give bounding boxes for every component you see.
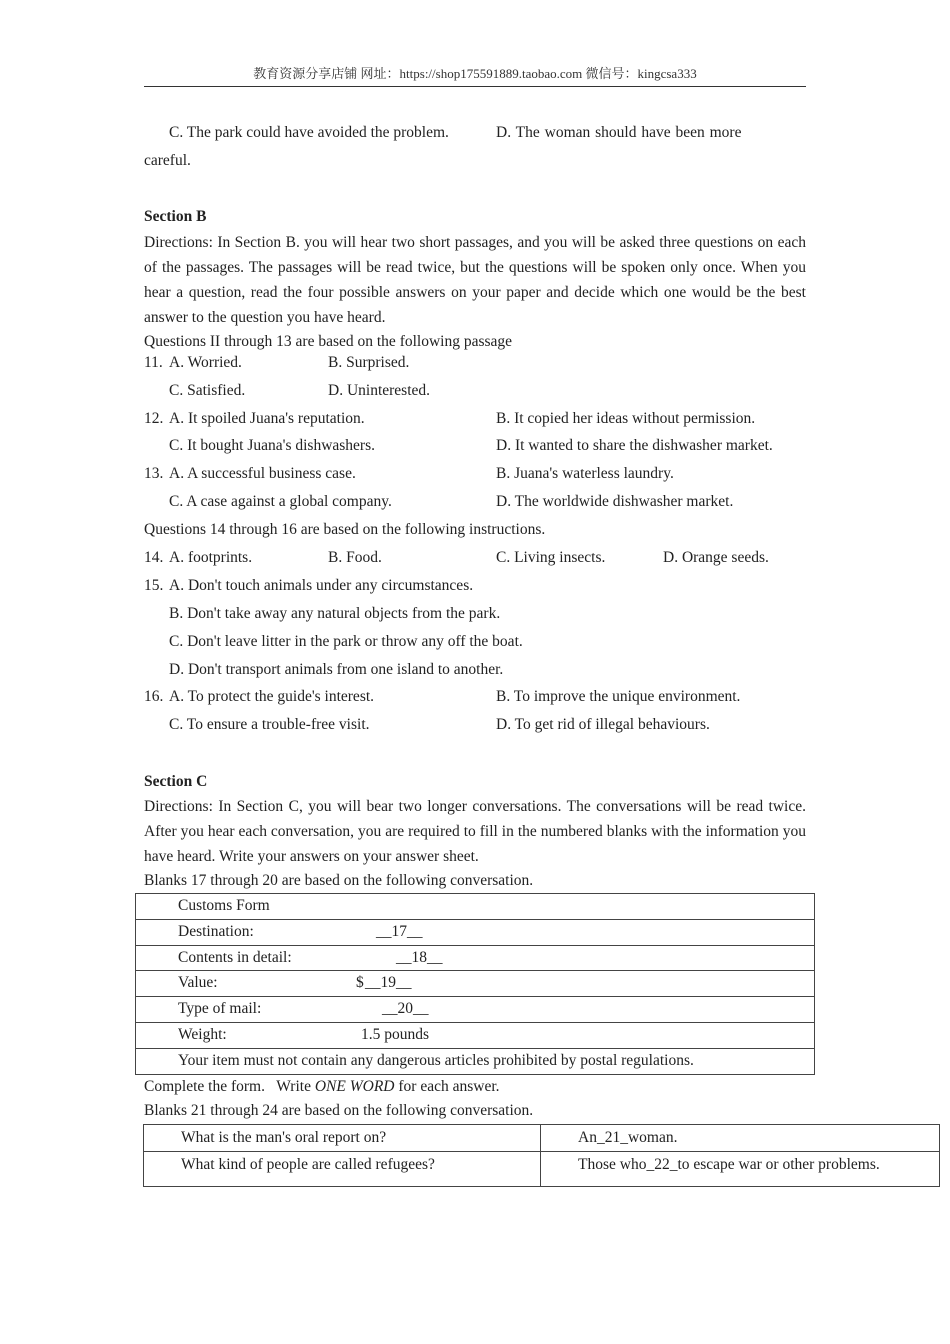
form-notice: Your item must not contain any dangerous articles prohibited by postal regulations. <box>178 1051 694 1069</box>
row2-answer-post: to escape war or other problems. <box>677 1156 880 1173</box>
section-c-title: Section C <box>144 773 208 790</box>
weight-value: 1.5 pounds <box>361 1025 430 1043</box>
contents-label: Contents in detail: <box>178 948 292 966</box>
q15-option-b: B. Don't take away any natural objects from the park. <box>169 605 501 622</box>
form-title: Customs Form <box>178 897 270 914</box>
section-c-directions: Directions: In Section C, you will bear two longer conversations. The conversations will be read twice. After you hear each conversation, you are required to fill in the numbered blanks with the information you have heard. Write your answers on your answer sheet. <box>144 798 806 865</box>
form-weight-row <box>136 1022 815 1048</box>
q16-option-c: C. To ensure a trouble-free visit. <box>169 716 370 733</box>
conversation-table <box>143 1124 940 1187</box>
complete-instruction-pre: Complete the form. Write <box>144 1078 315 1095</box>
row2-answer-cell <box>541 1152 940 1187</box>
row2-answer <box>578 1156 880 1174</box>
blank-22: _22_ <box>646 1156 678 1173</box>
header-divider <box>144 86 806 87</box>
q14-option-d: D. Orange seeds. <box>663 549 769 566</box>
q14-option-a: A. footprints. <box>169 549 253 566</box>
value-prefix: $ <box>356 974 364 992</box>
section-c-intro-1: Blanks 17 through 20 are based on the following conversation. <box>144 872 534 889</box>
blank-21: _21_ <box>596 1129 628 1146</box>
row2-question: What kind of people are called refugees? <box>181 1156 435 1173</box>
section-b-title: Section B <box>144 208 207 225</box>
q12-option-d: D. It wanted to share the dishwasher market. <box>496 437 773 454</box>
q11-option-b: B. Surprised. <box>328 354 410 371</box>
destination-label: Destination: <box>178 922 254 940</box>
q11-option-c: C. Satisfied. <box>169 382 246 399</box>
q13-option-b: B. Juana's waterless laundry. <box>496 465 674 482</box>
form-value-row <box>136 971 815 997</box>
q14-option-b: B. Food. <box>328 549 382 566</box>
prev-option-d-cont: careful. <box>144 152 191 169</box>
blank-17: __17__ <box>376 922 423 940</box>
row2-question-cell <box>144 1152 541 1187</box>
q15-number: 15. <box>144 577 164 594</box>
row1-answer-cell <box>541 1125 940 1152</box>
complete-instruction <box>144 1077 500 1097</box>
q15-option-c: C. Don't leave litter in the park or throw any off the boat. <box>169 633 523 650</box>
q13-number: 13. <box>144 465 164 482</box>
q13-option-a: A. A successful business case. <box>169 465 356 482</box>
customs-form-table <box>135 893 815 1075</box>
prev-option-d: D. The woman should have been more <box>496 124 742 141</box>
q16-option-b: B. To improve the unique environment. <box>496 688 741 705</box>
row1-answer-pre: An <box>578 1129 597 1146</box>
q11-option-d: D. Uninterested. <box>328 382 431 399</box>
section-b-intro-1: Questions II through 13 are based on the following passage <box>144 333 513 350</box>
q12-number: 12. <box>144 410 164 427</box>
form-notice-row <box>136 1048 815 1074</box>
page-header: 教育资源分享店铺 网址：https://shop175591889.taobao.com 微信号：kingcsa333 <box>253 66 697 81</box>
q14-number: 14. <box>144 549 164 566</box>
row1-answer <box>578 1129 677 1147</box>
q14-option-c: C. Living insects. <box>496 549 606 566</box>
q16-option-d: D. To get rid of illegal behaviours. <box>496 716 710 733</box>
form-title-row <box>136 894 815 920</box>
q16-number: 16. <box>144 688 164 705</box>
q16-option-a: A. To protect the guide's interest. <box>169 688 375 705</box>
section-b-intro-2: Questions 14 through 16 are based on the following instructions. <box>144 521 546 538</box>
form-destination-row <box>136 919 815 945</box>
row1-question: What is the man's oral report on? <box>181 1129 387 1146</box>
blank-20: __20__ <box>382 1000 429 1018</box>
weight-label: Weight: <box>178 1025 227 1043</box>
q13-option-d: D. The worldwide dishwasher market. <box>496 493 734 510</box>
q12-option-c: C. It bought Juana's dishwashers. <box>169 437 375 454</box>
q11-option-a: A. Worried. <box>169 354 242 371</box>
q12-option-b: B. It copied her ideas without permission. <box>496 410 756 427</box>
value-label: Value: <box>178 974 218 992</box>
blank-18: __18__ <box>396 948 443 966</box>
q15-option-a: A. Don't touch animals under any circumstances. <box>169 577 474 594</box>
form-contents-row <box>136 945 815 971</box>
form-type-row <box>136 997 815 1023</box>
type-label: Type of mail: <box>178 1000 262 1018</box>
prev-option-c: C. The park could have avoided the problem. <box>169 124 449 141</box>
complete-instruction-post: for each answer. <box>394 1078 500 1095</box>
q12-option-a: A. It spoiled Juana's reputation. <box>169 410 365 427</box>
blank-19: __19__ <box>365 974 412 992</box>
row1-answer-post: woman. <box>627 1129 678 1146</box>
section-b-directions: Directions: In Section B. you will hear two short passages, and you will be asked three questions on each of the passages. The passages will be read twice, but the questions will be spoken only once. When you hear a question, read the four possible answers on your paper and decide which one would be the best answer to the question you have heard. <box>144 234 806 326</box>
row1-question-cell <box>144 1125 541 1152</box>
q11-number: 11. <box>144 354 163 371</box>
complete-instruction-em: ONE WORD <box>314 1078 395 1095</box>
q13-option-c: C. A case against a global company. <box>169 493 392 510</box>
row2-answer-pre: Those who <box>578 1156 647 1173</box>
section-c-intro-2: Blanks 21 through 24 are based on the following conversation. <box>144 1102 534 1119</box>
q15-option-d: D. Don't transport animals from one island to another. <box>169 661 504 678</box>
